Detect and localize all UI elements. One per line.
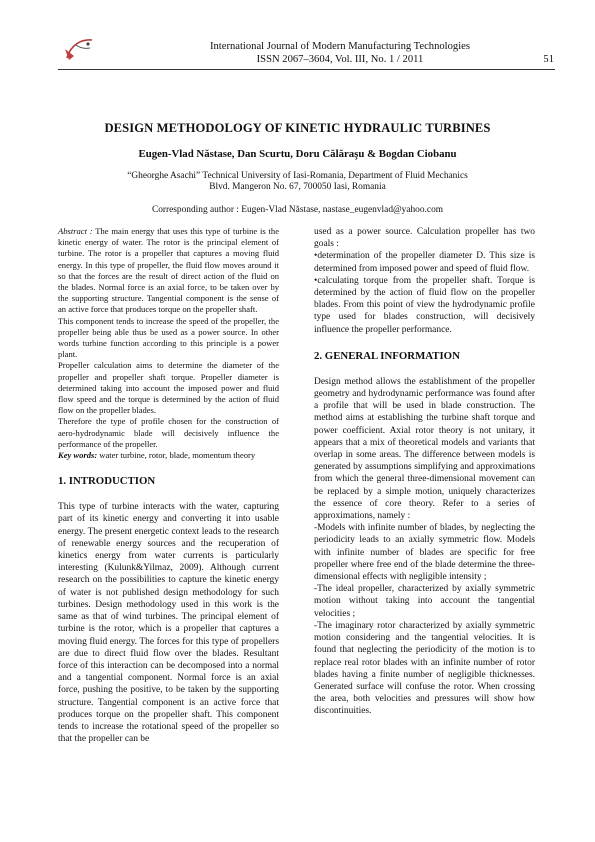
abstract-paragraph-2: This component tends to increase the speed of the propeller, the propeller being able thus be used as a power source. In other words turbine function according to this principle is a power plant. — [58, 315, 279, 360]
right-column — [314, 226, 535, 718]
introduction-continued-paragraph: used as a power source. Calculation propeller has two goals : — [314, 227, 535, 250]
section-heading-introduction: 1. INTRODUCTION — [58, 475, 156, 488]
affiliation-line-1: “Gheorghe Asachi” Technical University of Iasi-Romania, Department of Fluid Mechanics — [127, 171, 468, 181]
introduction-paragraph-1: This type of turbine interacts with the water, capturing part of its kinetic energy and converting it into usable energy. The present energetic context leads to the research of renewable energy sources and the recuperation of kinetics energy from water currents is particularly interesting (Kulunk&Yilmaz, 2009). Although current research on the possibilities to capture the kinetic energy of water is not published design methodology for such turbines. Design methodology used in this work is the same as that of wind turbines. The principal element of turbine is the rotor, which is a propeller that captures a moving fluid energy. The forces for this type of propellers are due to direct fluid flow over the blades. Resultant force of this interaction can be decomposed into a normal and a tangential component. Normal force is an axial force, pushing the positive, to be taken by the supporting structure. Tangential component is an active force that produces torque on the propeller shaft. This component tends to increase the rotational speed of the propeller so that the propeller can be — [58, 502, 279, 745]
keywords-label: Key words: — [58, 450, 98, 461]
abstract-label: Abstract : — [58, 226, 93, 236]
keywords: Key words: water turbine, rotor, blade, momentum theory — [58, 450, 256, 461]
journal-header — [120, 41, 560, 66]
introduction-continued — [314, 226, 535, 336]
paper-title: DESIGN METHODOLOGY OF KINETIC HYDRAULIC TURBINES — [104, 121, 491, 135]
general-information-paragraph-4: -The imaginary rotor characterized by axially symmetric motion considering and the tangential velocities. It is found that neglecting the periodicity of the motion is to replace real rotor blades with an infinite number of rotor blades having a finite number of negligible thicknesses. Generated surface will confuse the rotor. When crossing the area, both velocities and pressures will show how discontinuities. — [314, 620, 535, 717]
journal-logo-icon — [62, 36, 96, 62]
section-heading-general-information: 2. GENERAL INFORMATION — [314, 349, 460, 362]
abstract-paragraph-3: Propeller calculation aims to determine the diameter of the propeller and propeller shaft torque. Propeller diameter is determined taking into account the imposed power and fluid flow speed and the torque is determined by the action of fluid flow on the propeller blades. — [58, 360, 279, 416]
page-number: 51 — [543, 53, 554, 65]
affiliation — [40, 171, 555, 194]
corresponding-author: Corresponding author : Eugen-Vlad Năstase, nastase_eugenvlad@yahoo.com — [151, 205, 444, 215]
bullet-item: •determination of the propeller diameter D. This size is determined from imposed power and speed of fluid flow. — [314, 251, 535, 274]
abstract — [58, 226, 279, 450]
bullet-icon: • — [314, 251, 318, 262]
header-divider — [58, 69, 555, 70]
author-list: Eugen-Vlad Năstase, Dan Scurtu, Doru Călăraşu & Bogdan Ciobanu — [138, 148, 457, 160]
journal-issn: ISSN 2067–3604, Vol. III, No. 1 / 2011 — [256, 53, 424, 65]
affiliation-line-2: Blvd. Mangeron No. 67, 700050 Iasi, Romania — [209, 182, 386, 193]
bullet-item: •calculating torque from the propeller shaft. Torque is determined by the action of fluid flow on the propeller blades. From this point of view the hydrodynamic profile type used for blades construction, will decisively influence the propeller performance. — [314, 275, 535, 335]
general-information-paragraph-1: Design method allows the establishment of the propeller geometry and hydrodynamic performance was found after a profile that will be used in blade construction. The method aims at establishing the turbine shaft torque and power coefficient. Axial rotor theory is not unitary, it appears that a mix of theoretical models and variants that overlap in some areas. The difference between models is generated by assumptions simplifying and approximations from which the general three-dimensional movement can be replaced by a simple motion, uniquely characterizes the essence of core theory. Refer to a series of approximations, namely : — [314, 376, 535, 522]
introduction-body — [58, 501, 279, 745]
journal-name: International Journal of Modern Manufacturing Technologies — [209, 41, 470, 52]
general-information-body — [314, 376, 535, 718]
bullet-icon: • — [314, 275, 318, 286]
general-information-paragraph-3: -The ideal propeller, characterized by axially symmetric motion without taking into account the tangential velocities ; — [314, 584, 535, 619]
abstract-paragraph-4: Therefore the type of profile chosen for the construction of aero-hydrodynamic blade will decisively influence the performance of the propeller. — [58, 416, 279, 449]
general-information-paragraph-2: -Models with infinite number of blades, by neglecting the periodicity leads to an axially symmetric flow. Models with infinite number of blades are specific for free propeller where free end of the blade determine the three-dimensional effects with negligible intensity ; — [314, 523, 535, 583]
abstract-paragraph-1: Abstract : The main energy that uses this type of turbine is the kinetic energy of water. The rotor is the principal element of turbine. The rotor is a propeller that captures a moving fluid energy. In this type of propeller, the fluid flow moves around it so that the forces are the result of direct action of the fluid on the blades. Normal force is an axial force, to be taken over by the supporting structure. Tangential component is the sense of an active force that produces torque on the propeller shaft. — [58, 226, 279, 315]
left-column — [58, 226, 279, 745]
